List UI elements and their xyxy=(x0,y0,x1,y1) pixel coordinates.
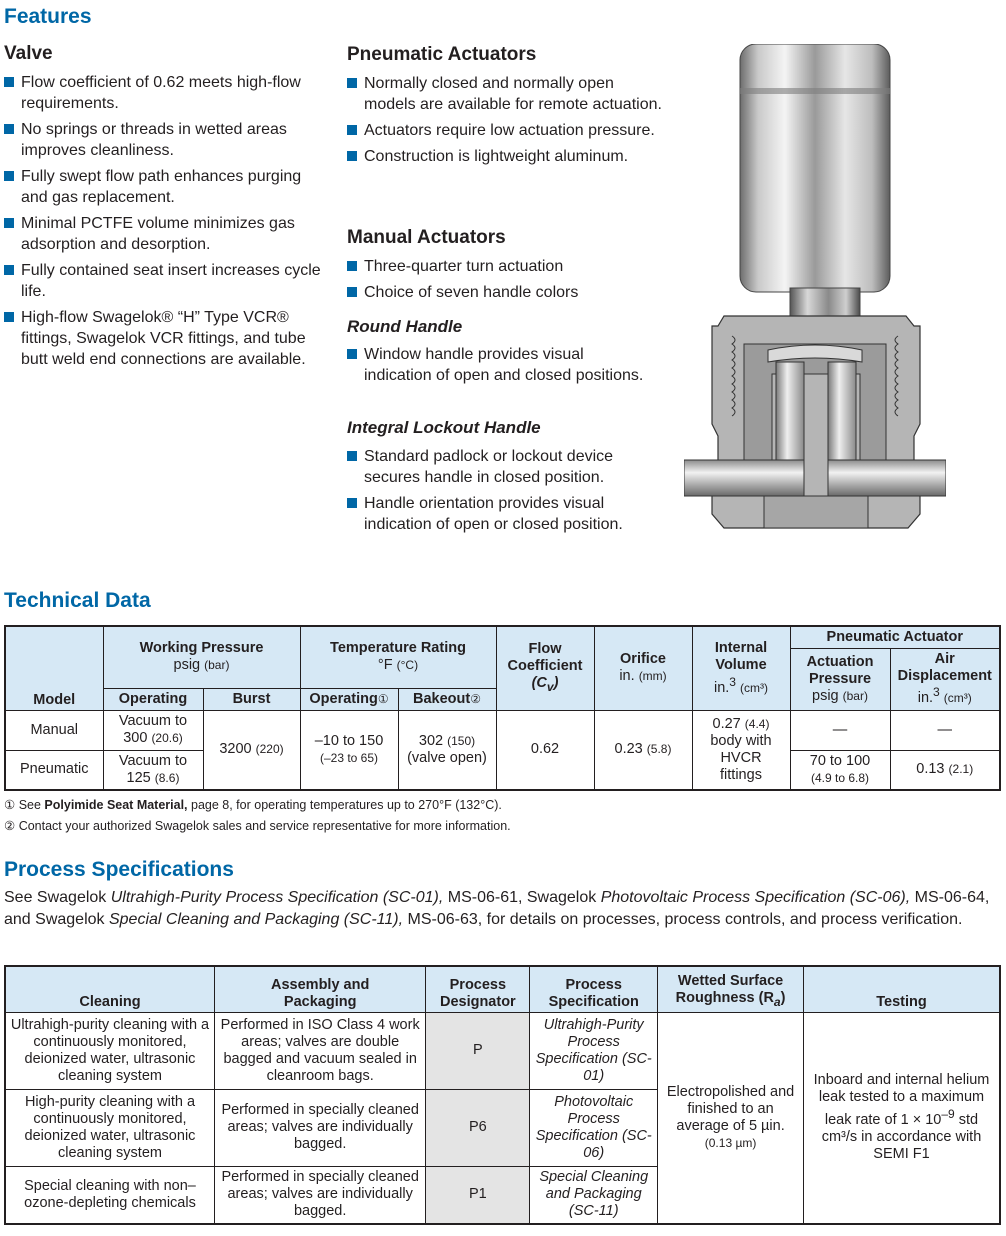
cell-assembly: Performed in specially cleaned areas; valves are individually bagged. xyxy=(214,1089,425,1166)
header-testing: Testing xyxy=(803,966,1000,1012)
list-item: Standard padlock or lockout device secures handle in closed position. xyxy=(347,446,667,488)
list-item: Fully contained seat insert increases cycle life. xyxy=(4,260,324,302)
header-temperature-rating: Temperature Rating °F (°C) xyxy=(300,626,496,688)
cell-cleaning: High-purity cleaning with a continuously monitored, deionized water, ultrasonic cleaning system xyxy=(5,1089,214,1166)
bullet-square-icon xyxy=(4,265,14,275)
bullet-square-icon xyxy=(4,218,14,228)
cell-assembly: Performed in specially cleaned areas; valves are individually bagged. xyxy=(214,1166,425,1224)
header-pneumatic-actuator: Pneumatic Actuator xyxy=(790,626,1000,648)
header-burst: Burst xyxy=(203,688,300,710)
cell-roughness: Electropolished and finished to an average of 5 µin. (0.13 µm) xyxy=(658,1012,804,1224)
header-air-displacement: Air Displacement in.$^3$ (cm³) xyxy=(890,648,1000,710)
cell-burst: 3200 (220) xyxy=(203,710,300,790)
lockout-handle-heading: Integral Lockout Handle xyxy=(347,418,541,437)
process-specs-intro: See Swagelok Ultrahigh-Purity Process Specification (SC-01), MS-06-61, Swagelok Photovoltaic Process Specification (SC-06), MS-06-64, and Swagelok Special Cleaning and Packaging (SC-11), MS-06-63, for details on processes, process controls, and process verification. xyxy=(4,889,990,928)
cell-actuation-pressure: — xyxy=(790,710,890,750)
cell-testing: Inboard and internal helium leak tested to a maximum leak rate of $1 \times 10^{-9}$ std cm³/s in accordance with SEMI F1 xyxy=(803,1012,1000,1224)
list-item: High-flow Swagelok® “H” Type VCR® fittings, Swagelok VCR fittings, and tube butt weld end connections are available. xyxy=(4,307,324,370)
header-assembly: Assembly and Packaging xyxy=(214,966,425,1012)
footnote-1: ① See Polyimide Seat Material, page 8, for operating temperatures up to 270°F (132°C). xyxy=(4,798,502,812)
cell-specification: Ultrahigh-Purity Process Specification (SC-01) xyxy=(530,1012,658,1089)
manual-list xyxy=(347,256,667,308)
cell-designator: P6 xyxy=(426,1089,530,1166)
cell-designator: P xyxy=(426,1012,530,1089)
list-item: Handle orientation provides visual indication of open or closed position. xyxy=(347,493,667,535)
header-bakeout: Bakeout② xyxy=(398,688,496,710)
cell-model: Manual xyxy=(5,710,103,750)
cell-specification: Special Cleaning and Packaging (SC-11) xyxy=(530,1166,658,1224)
bullet-square-icon xyxy=(4,124,14,134)
cell-specification: Photovoltaic Process Specification (SC-06) xyxy=(530,1089,658,1166)
bullet-square-icon xyxy=(347,498,357,508)
round-handle-list xyxy=(347,344,647,391)
technical-data-title: Technical Data xyxy=(4,589,151,612)
bullet-square-icon xyxy=(4,77,14,87)
header-flow-coefficient: Flow Coefficient $(C_v)$ xyxy=(496,626,594,710)
list-item: No springs or threads in wetted areas improves cleanliness. xyxy=(4,119,324,161)
process-specs-table xyxy=(4,965,1001,1225)
features-title: Features xyxy=(4,5,92,28)
bullet-square-icon xyxy=(347,451,357,461)
cell-assembly: Performed in ISO Class 4 work areas; valves are double bagged and vacuum sealed in cleanroom bags. xyxy=(214,1012,425,1089)
bullet-square-icon xyxy=(347,287,357,297)
table-row xyxy=(5,710,1000,750)
cell-orifice: 0.23 (5.8) xyxy=(594,710,692,790)
cell-air-displacement: — xyxy=(890,710,1000,750)
list-item: Actuators require low actuation pressure. xyxy=(347,120,667,141)
bullet-square-icon xyxy=(4,171,14,181)
cell-model: Pneumatic xyxy=(5,750,103,790)
list-item: Window handle provides visual indication of open and closed positions. xyxy=(347,344,647,386)
cell-bakeout: 302 (150) (valve open) xyxy=(398,710,496,790)
header-operating: Operating xyxy=(103,688,203,710)
bullet-square-icon xyxy=(347,78,357,88)
list-item: Construction is lightweight aluminum. xyxy=(347,146,667,167)
cell-cleaning: Ultrahigh-purity cleaning with a continuously monitored, deionized water, ultrasonic cleaning system xyxy=(5,1012,214,1089)
pneumatic-heading: Pneumatic Actuators xyxy=(347,44,537,65)
header-orifice: Orifice in. (mm) xyxy=(594,626,692,710)
round-handle-heading: Round Handle xyxy=(347,317,463,336)
valve-cutaway-illustration xyxy=(684,44,946,534)
header-roughness: Wetted Surface Roughness $(R_a)$ xyxy=(658,966,804,1012)
bullet-square-icon xyxy=(347,125,357,135)
valve-heading: Valve xyxy=(4,43,53,64)
header-internal-volume: Internal Volume in.$^3$ (cm³) xyxy=(692,626,790,710)
cell-operating: Vacuum to 300 (20.6) xyxy=(103,710,203,750)
technical-data-table xyxy=(4,625,1001,791)
bullet-square-icon xyxy=(347,261,357,271)
cell-actuation-pressure: 70 to 100 (4.9 to 6.8) xyxy=(790,750,890,790)
bullet-square-icon xyxy=(347,151,357,161)
list-item: Normally closed and normally open models are available for remote actuation. xyxy=(347,73,667,115)
header-model: Model xyxy=(5,626,103,710)
valve-list xyxy=(4,72,324,375)
header-specification: Process Specification xyxy=(530,966,658,1012)
table-row xyxy=(5,1012,1000,1089)
cell-flow-coefficient: 0.62 xyxy=(496,710,594,790)
pneumatic-list xyxy=(347,73,667,172)
header-cleaning: Cleaning xyxy=(5,966,214,1012)
footnote-2: ② Contact your authorized Swagelok sales and service representative for more information. xyxy=(4,819,511,833)
list-item: Three-quarter turn actuation xyxy=(347,256,667,277)
header-working-pressure: Working Pressure psig (bar) xyxy=(103,626,300,688)
manual-heading: Manual Actuators xyxy=(347,227,506,248)
list-item: Fully swept flow path enhances purging and gas replacement. xyxy=(4,166,324,208)
cell-temp-operating: –10 to 150 (–23 to 65) xyxy=(300,710,398,790)
list-item: Minimal PCTFE volume minimizes gas adsorption and desorption. xyxy=(4,213,324,255)
cell-designator: P1 xyxy=(426,1166,530,1224)
cell-internal-volume: 0.27 (4.4) body with HVCR fittings xyxy=(692,710,790,790)
bullet-square-icon xyxy=(347,349,357,359)
cell-air-displacement: 0.13 (2.1) xyxy=(890,750,1000,790)
header-designator: Process Designator xyxy=(426,966,530,1012)
process-specs-title: Process Specifications xyxy=(4,858,234,881)
cell-operating: Vacuum to 125 (8.6) xyxy=(103,750,203,790)
lockout-handle-list xyxy=(347,446,667,540)
list-item: Choice of seven handle colors xyxy=(347,282,667,303)
bullet-square-icon xyxy=(4,312,14,322)
header-actuation-pressure: Actuation Pressure psig (bar) xyxy=(790,648,890,710)
list-item: Flow coefficient of 0.62 meets high-flow requirements. xyxy=(4,72,324,114)
header-temp-operating: Operating① xyxy=(300,688,398,710)
cell-cleaning: Special cleaning with non–ozone-depleting chemicals xyxy=(5,1166,214,1224)
